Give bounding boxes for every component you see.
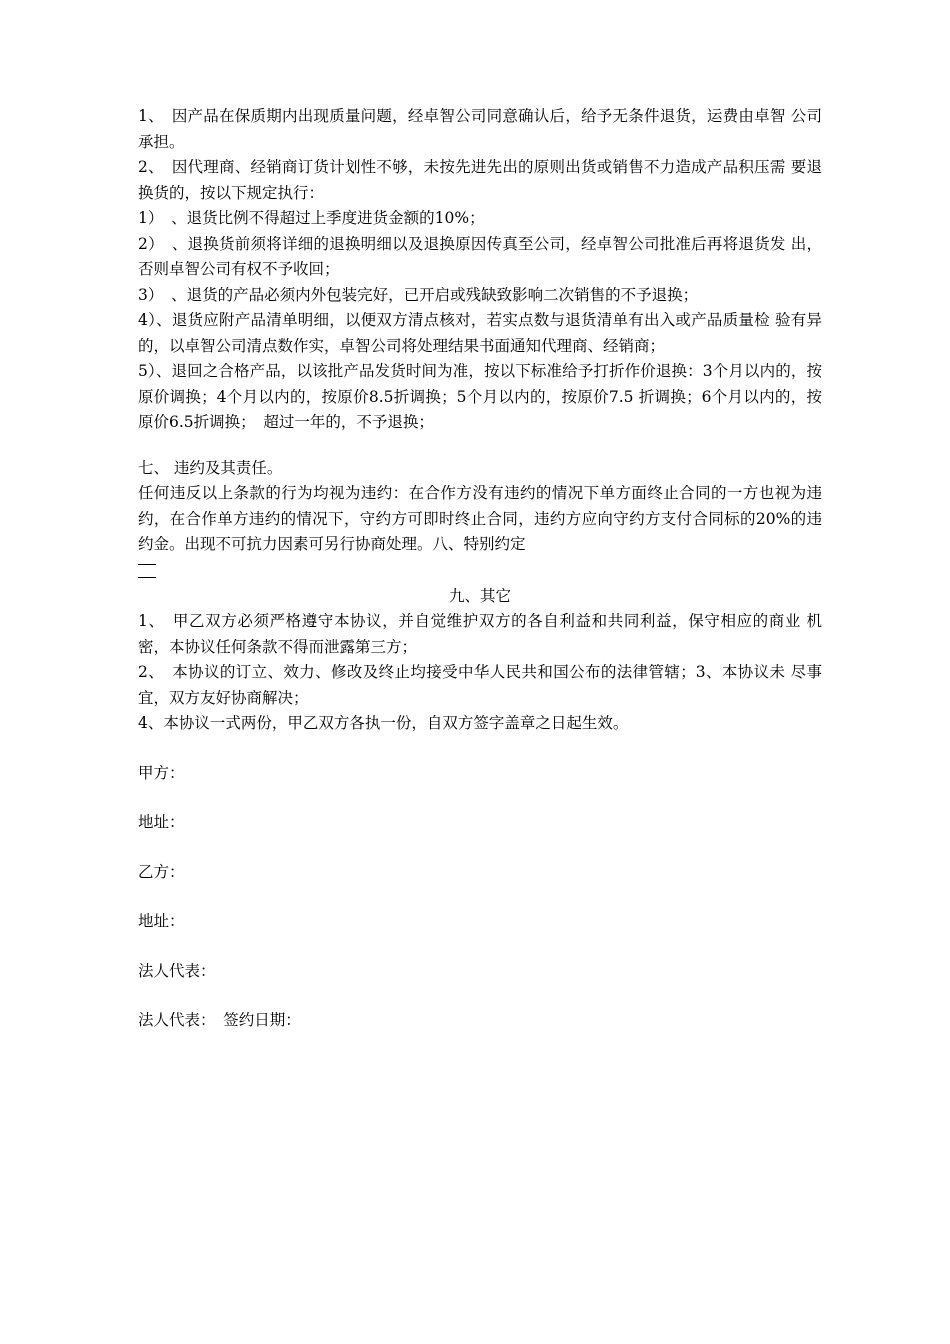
- clause-return-approval: 2） 、退换货前须将详细的退换明细以及退换原因传真至公司，经卓智公司批准后再将退货发 出，否则卓智公司有权不予收回；: [138, 234, 822, 278]
- spacer: [138, 935, 822, 959]
- party-a-label: 甲方：: [138, 763, 185, 782]
- section-9-clause-1: 1、 甲乙双方必须严格遵守本协议，并自觉维护双方的各自利益和共同利益，保守相应的商业 机密，本协议任何条款不得而泄露第三方；: [138, 612, 822, 656]
- clause-return-discount: 5）、退回之合格产品，以该批产品发货时间为准，按以下标准给予打折作价退换：3个月以内的，按原价调换；4个月以内的，按原价8.5折调换；5个月以内的，按原价7.5 折调换；6个月以内的，按原价6.5折调换； 超过一年的，不予退换；: [138, 362, 822, 431]
- section-9-clause-2: 2、 本协议的订立、效力、修改及终止均接受中华人民共和国公布的法律管辖；3、本协议未 尽事宜，双方友好协商解决；: [138, 663, 822, 707]
- section-7-heading: 七、 违约及其责任。: [138, 458, 283, 477]
- clause-return-list: 4）、退货应附产品清单明细，以便双方清点核对，若实点数与退货清单有出入或产品质量检 验有异的，以卓智公司清点数作实，卓智公司将处理结果书面通知代理商、经销商；: [138, 311, 822, 355]
- clause-return-packaging: 3） 、退货的产品必须内外包装完好，已开启或残缺致影响二次销售的不予退换；: [138, 285, 699, 304]
- separator-line: [138, 571, 822, 584]
- clause-return-ratio: 1） 、退货比例不得超过上季度进货金额的10%；: [138, 209, 485, 227]
- party-b-label: 乙方：: [138, 862, 185, 881]
- legal-rep-label: 法人代表：: [138, 961, 216, 980]
- section-9-clause-3: 4、本协议一式两份，甲乙双方各执一份，自双方签字盖章之日起生效。: [138, 714, 629, 732]
- address-a-label: 地址：: [138, 813, 185, 831]
- spacer: [138, 786, 822, 810]
- spacer: [138, 737, 822, 761]
- address-b-label: 地址：: [138, 912, 185, 930]
- spacer: [138, 885, 822, 909]
- spacer: [138, 436, 822, 456]
- legal-rep-date-label: 法人代表： 签约日期：: [138, 1011, 301, 1029]
- clause-return-quality: 1、 因产品在保质期内出现质量问题，经卓智公司同意确认后，给予无条件退货，运费由卓智 公司承担。: [138, 107, 822, 151]
- spacer: [138, 836, 822, 860]
- section-7-body: 任何违反以上条款的行为均视为违约：在合作方没有违约的情况下单方面终止合同的一方也视为违约，在合作单方违约的情况下，守约方可即时终止合同，违约方应向守约方支付合同标的20%的违约金。出现不可抗力因素可另行协商处理。八、特别约定: [138, 484, 822, 553]
- contract-page: [138, 104, 822, 1034]
- spacer: [138, 984, 822, 1008]
- section-9-heading: 九、其它: [448, 586, 511, 605]
- clause-return-overstock: 2、 因代理商、经销商订货计划性不够，未按先进先出的原则出货或销售不力造成产品积压需 要退换货的，按以下规定执行：: [138, 158, 822, 202]
- separator-line: [138, 558, 822, 571]
